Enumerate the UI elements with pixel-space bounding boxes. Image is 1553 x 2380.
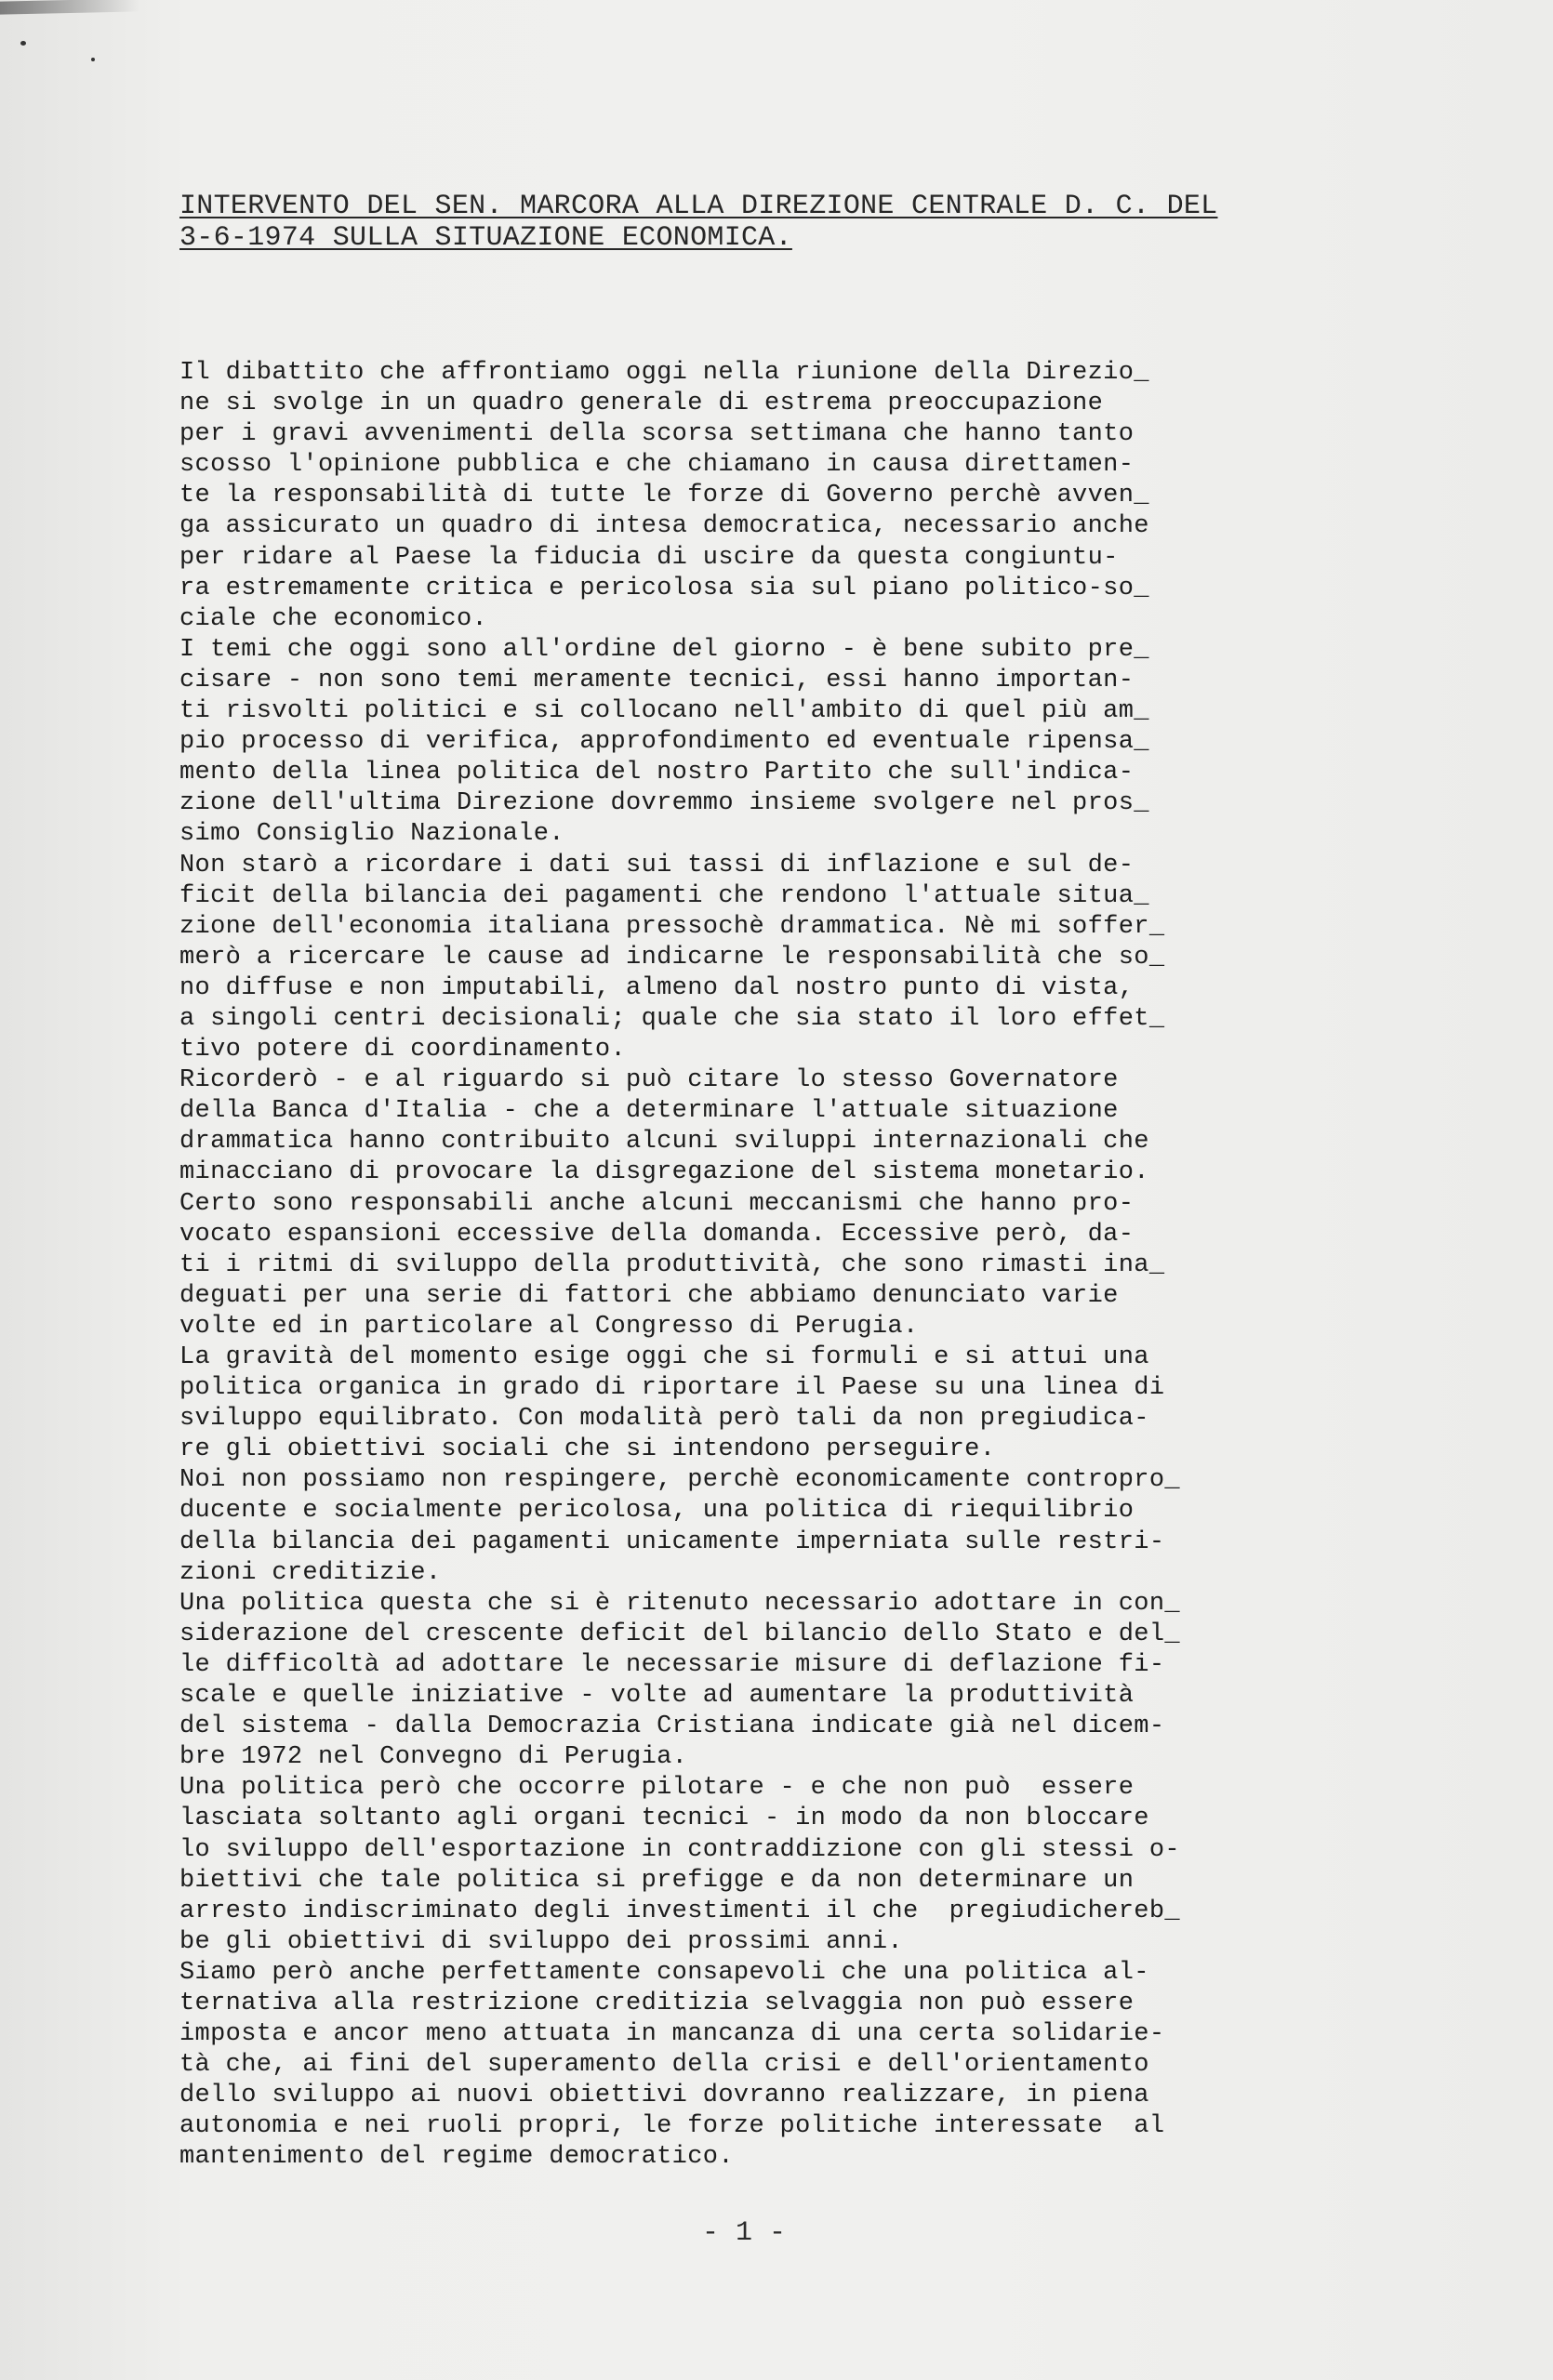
body-line: mantenimento del regime democratico. [179,2143,734,2172]
body-line: be gli obiettivi di sviluppo dei prossimi anni. [179,1927,903,1956]
body-line: sviluppo equilibrato. Con modalità però tali da non pregiudica- [179,1405,1149,1434]
body-line: Siamo però anche perfettamente consapevoli che una politica al- [179,1958,1149,1987]
body-line: simo Consiglio Nazionale. [179,820,564,849]
body-line: lasciata soltanto agli organi tecnici - in modo da non bloccare [179,1805,1149,1833]
body-line: a singoli centri decisionali; quale che sia stato il loro effet_ [179,1004,1165,1033]
body-line: bre 1972 nel Convegno di Perugia. [179,1743,688,1772]
page-number: - 1 - [701,2217,786,2249]
body-line: zione dell'ultima Direzione dovremmo insieme svolgere nel pros_ [179,789,1149,818]
body-line: ducente e socialmente pericolosa, una politica di riequilibrio [179,1497,1135,1526]
body-line: ficit della bilancia dei pagamenti che rendono l'attuale situa_ [179,881,1149,910]
body-line: imposta e ancor meno attuata in mancanza di una certa solidarie- [179,2020,1165,2049]
body-line: siderazione del crescente deficit del bilancio dello Stato e del_ [179,1620,1180,1648]
body-line: lo sviluppo dell'esportazione in contraddizione con gli stessi o- [179,1835,1180,1864]
scan-edge-mark [0,0,139,15]
body-line: ti risvolti politici e si collocano nell'ambito di quel più am_ [179,697,1149,726]
body-line: ra estremamente critica e pericolosa sia sul piano politico-so_ [179,574,1149,602]
body-line: re gli obiettivi sociali che si intendono perseguire. [179,1435,996,1464]
body-line: ternativa alla restrizione creditizia selvaggia non può essere [179,1989,1135,2017]
body-line: della bilancia dei pagamenti unicamente imperniata sulle restri- [179,1527,1165,1556]
body-line: tivo potere di coordinamento. [179,1036,627,1064]
body-line: scosso l'opinione pubblica e che chiamano in causa direttamen- [179,451,1135,480]
body-line: drammatica hanno contribuito alcuni sviluppi internazionali che [179,1128,1149,1157]
body-line: mento della linea politica del nostro Partito che sull'indica- [179,759,1135,787]
body-line: arresto indiscriminato degli investimenti il che pregiudichereb_ [179,1897,1180,1925]
document-heading [179,191,1333,254]
document-body [179,358,1379,2174]
body-line: te la responsabilità di tutte le forze di Governo perchè avven_ [179,482,1149,510]
body-line: tà che, ai fini del superamento della crisi e dell'orientamento [179,2051,1149,2080]
body-line: deguati per una serie di fattori che abbiamo denunciato varie [179,1281,1119,1310]
body-line: pio processo di verifica, approfondimento ed eventuale ripensa_ [179,728,1149,757]
body-line: Il dibattito che affrontiamo oggi nella riunione della Direzio_ [179,359,1149,387]
body-line: le difficoltà ad adottare le necessarie misure di deflazione fi- [179,1650,1165,1679]
body-line: politica organica in grado di riportare il Paese su una linea di [179,1374,1165,1403]
body-line: Una politica questa che si è ritenuto necessario adottare in con_ [179,1589,1180,1618]
body-line: Ricorderò - e al riguardo si può citare lo stesso Governatore [179,1066,1119,1095]
body-line: no diffuse e non imputabili, almeno dal nostro punto di vista, [179,973,1135,1002]
body-line: cisare - non sono temi meramente tecnici, essi hanno importan- [179,666,1135,694]
body-line: ti i ritmi di sviluppo della produttività, che sono rimasti ina_ [179,1250,1165,1279]
body-line: Una politica però che occorre pilotare - e che non può essere [179,1774,1135,1803]
body-line: Non starò a ricordare i dati sui tassi di inflazione e sul de- [179,851,1135,879]
body-line: per ridare al Paese la fiducia di uscire da questa congiuntu- [179,543,1119,572]
body-line: autonomia e nei ruoli propri, le forze politiche interessate al [179,2112,1165,2141]
body-line: volte ed in particolare al Congresso di Perugia. [179,1312,919,1341]
scan-speck [20,41,26,46]
body-line: ga assicurato un quadro di intesa democratica, necessario anche [179,512,1149,541]
body-line: dello sviluppo ai nuovi obiettivi dovranno realizzare, in piena [179,2082,1149,2110]
heading-line: 3-6-1974 SULLA SITUAZIONE ECONOMICA. [179,222,792,254]
body-line: merò a ricercare le cause ad indicarne le responsabilità che so_ [179,943,1165,972]
body-line: La gravità del momento esige oggi che si formuli e si attui una [179,1343,1149,1371]
body-line: Certo sono responsabili anche alcuni meccanismi che hanno pro- [179,1189,1135,1218]
body-line: per i gravi avvenimenti della scorsa settimana che hanno tanto [179,420,1135,449]
heading-line: INTERVENTO DEL SEN. MARCORA ALLA DIREZIONE CENTRALE D. C. DEL [179,191,1218,222]
body-line: biettivi che tale politica si prefigge e da non determinare un [179,1866,1135,1895]
body-line: scale e quelle iniziative - volte ad aumentare la produttività [179,1682,1135,1711]
body-line: della Banca d'Italia - che a determinare l'attuale situazione [179,1097,1119,1126]
body-line: vocato espansioni eccessive della domanda. Eccessive però, da- [179,1220,1135,1249]
body-line: zione dell'economia italiana pressochè drammatica. Nè mi soffer_ [179,912,1165,941]
body-line: del sistema - dalla Democrazia Cristiana indicate già nel dicem- [179,1712,1165,1741]
scan-speck [91,58,95,61]
body-line: I temi che oggi sono all'ordine del giorno - è bene subito pre_ [179,635,1149,664]
body-line: zioni creditizie. [179,1558,442,1587]
body-line: ne si svolge in un quadro generale di estrema preoccupazione [179,390,1104,418]
body-line: Noi non possiamo non respingere, perchè economicamente contropro_ [179,1466,1180,1495]
body-line: minacciano di provocare la disgregazione del sistema monetario. [179,1158,1149,1187]
body-line: ciale che economico. [179,604,488,633]
